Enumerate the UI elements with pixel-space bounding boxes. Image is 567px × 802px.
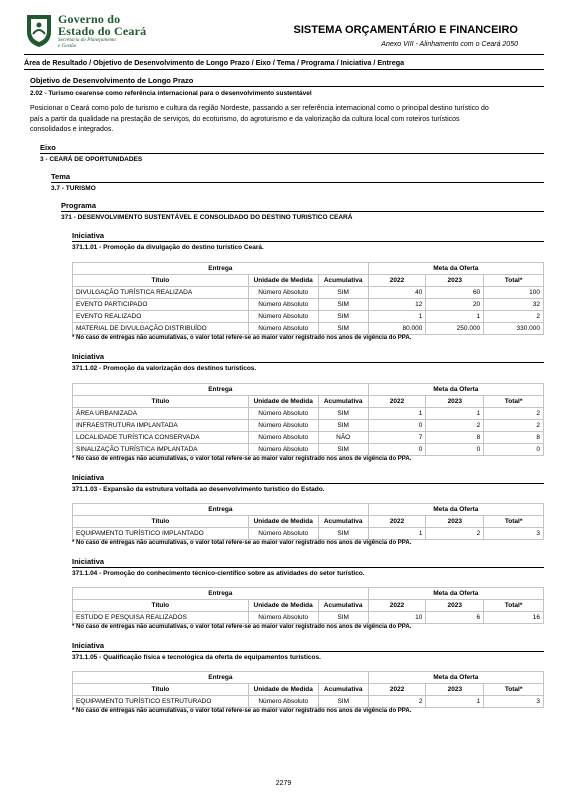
- iniciativa-3-label: Iniciativa: [72, 473, 105, 482]
- entregas-table-4: [72, 587, 544, 624]
- year-2023-header: 2023: [426, 275, 484, 287]
- iniciativa-2-divider: [72, 362, 544, 363]
- eixo-divider: [40, 153, 544, 154]
- year-2023-header: 2023: [426, 600, 484, 612]
- iniciativa-4-code: 371.1.04 - Promoção do conhecimento técnico-científico sobre as atividades do setor turístico.: [72, 570, 365, 577]
- total-cell: 330.000: [484, 323, 544, 335]
- entregas-table-5: [72, 671, 544, 708]
- year-2023-cell: 2: [426, 528, 484, 540]
- total-cell: 100: [484, 287, 544, 299]
- iniciativa-2-code: 371.1.02 - Promoção da valorização dos destinos turísticos.: [72, 365, 257, 372]
- eixo-value: 3 - CEARÁ DE OPORTUNIDADES: [40, 156, 143, 163]
- state-emblem-icon: [24, 12, 54, 48]
- titulo-cell: EQUIPAMENTO TURÍSTICO IMPLANTADO: [73, 528, 249, 540]
- year-2022-cell: 7: [368, 432, 426, 444]
- meta-oferta-header: Meta da Oferta: [368, 588, 543, 600]
- unidade-cell: Número Absoluto: [248, 432, 318, 444]
- programa-divider: [61, 211, 544, 212]
- year-2022-cell: 1: [368, 311, 426, 323]
- meta-oferta-header: Meta da Oferta: [368, 504, 543, 516]
- iniciativa-4-label: Iniciativa: [72, 557, 105, 566]
- table-row: [73, 323, 544, 335]
- unidade-cell: Número Absoluto: [248, 287, 318, 299]
- total-cell: 0: [484, 444, 544, 456]
- acumulativa-cell: SIM: [318, 408, 368, 420]
- entrega-header: Entrega: [73, 504, 369, 516]
- year-2023-cell: 8: [426, 432, 484, 444]
- objetivo-code: 2.02 - Turismo cearense como referência internacional para o desenvolvimento sustentável: [30, 90, 312, 97]
- total-cell: 2: [484, 420, 544, 432]
- total-cell: 8: [484, 432, 544, 444]
- total-cell: 16: [484, 612, 544, 624]
- breadcrumb-divider: [24, 69, 544, 70]
- tema-divider: [51, 182, 544, 183]
- iniciativa-4-divider: [72, 567, 544, 568]
- programa-value: 371 - DESENVOLVIMENTO SUSTENTÁVEL E CONSOLIDADO DO DESTINO TURISTICO CEARÁ: [61, 214, 353, 221]
- year-2022-header: 2022: [368, 275, 426, 287]
- acumulativa-header: Acumulativa: [318, 600, 368, 612]
- year-2022-cell: 40: [368, 287, 426, 299]
- unidade-cell: Número Absoluto: [248, 612, 318, 624]
- total-header: Total*: [484, 684, 544, 696]
- titulo-cell: LOCALIDADE TURÍSTICA CONSERVADA: [73, 432, 249, 444]
- titulo-cell: DIVULGAÇÃO TURÍSTICA REALIZADA: [73, 287, 249, 299]
- footnote-2: * No caso de entregas não acumulativas, o valor total refere-se ao maior valor registrado nos anos de vigência do PPA.: [72, 456, 412, 462]
- unidade-header: Unidade de Medida: [248, 684, 318, 696]
- table-row: [73, 408, 544, 420]
- footnote-1: * No caso de entregas não acumulativas, o valor total refere-se ao maior valor registrado nos anos de vigência do PPA.: [72, 335, 412, 341]
- entregas-table-3: [72, 503, 544, 540]
- unidade-header: Unidade de Medida: [248, 396, 318, 408]
- total-header: Total*: [484, 396, 544, 408]
- year-2022-cell: 1: [368, 528, 426, 540]
- unidade-cell: Número Absoluto: [248, 444, 318, 456]
- logo-line-4: e Gestão: [58, 43, 77, 49]
- acumulativa-cell: SIM: [318, 287, 368, 299]
- unidade-cell: Número Absoluto: [248, 420, 318, 432]
- titulo-header: Título: [73, 275, 249, 287]
- header-divider: [24, 54, 544, 55]
- iniciativa-5-code: 371.1.05 - Qualificação física e tecnológica da oferta de equipamentos turísticos.: [72, 654, 321, 661]
- total-cell: 3: [484, 696, 544, 708]
- tema-title: Tema: [51, 172, 71, 181]
- entrega-header: Entrega: [73, 588, 369, 600]
- unidade-header: Unidade de Medida: [248, 275, 318, 287]
- year-2022-cell: 12: [368, 299, 426, 311]
- acumulativa-cell: SIM: [318, 323, 368, 335]
- year-2023-cell: 2: [426, 420, 484, 432]
- year-2022-cell: 0: [368, 420, 426, 432]
- total-cell: 2: [484, 311, 544, 323]
- page-number: 2279: [275, 780, 292, 787]
- footnote-3: * No caso de entregas não acumulativas, o valor total refere-se ao maior valor registrado nos anos de vigência do PPA.: [72, 540, 412, 546]
- titulo-cell: SINALIZAÇÃO TURÍSTICA IMPLANTADA: [73, 444, 249, 456]
- year-2023-cell: 20: [426, 299, 484, 311]
- page-header: [24, 10, 544, 52]
- year-2023-cell: 250.000: [426, 323, 484, 335]
- entrega-header: Entrega: [73, 672, 369, 684]
- titulo-cell: MATERIAL DE DIVULGAÇÃO DISTRIBUÍDO: [73, 323, 249, 335]
- year-2023-header: 2023: [426, 396, 484, 408]
- entrega-header: Entrega: [73, 263, 369, 275]
- logo-line-2: Estado do Ceará: [58, 24, 147, 38]
- acumulativa-header: Acumulativa: [318, 684, 368, 696]
- unidade-cell: Número Absoluto: [248, 528, 318, 540]
- footnote-4: * No caso de entregas não acumulativas, o valor total refere-se ao maior valor registrado nos anos de vigência do PPA.: [72, 624, 412, 630]
- total-cell: 2: [484, 408, 544, 420]
- iniciativa-5-label: Iniciativa: [72, 641, 105, 650]
- logo-line-1: Governo do: [58, 12, 121, 26]
- objetivo-title: Objetivo de Desenvolvimento de Longo Prazo: [30, 76, 194, 85]
- year-2023-header: 2023: [426, 516, 484, 528]
- logo-line-3: Secretaria do Planejamento: [58, 37, 117, 43]
- table-row: [73, 444, 544, 456]
- year-2023-header: 2023: [426, 684, 484, 696]
- iniciativa-5-divider: [72, 651, 544, 652]
- logo-subtitle: [58, 37, 116, 49]
- acumulativa-cell: SIM: [318, 311, 368, 323]
- unidade-cell: Número Absoluto: [248, 311, 318, 323]
- programa-title: Programa: [61, 201, 97, 210]
- table-row: [73, 696, 544, 708]
- unidade-cell: Número Absoluto: [248, 696, 318, 708]
- table-row: [73, 432, 544, 444]
- acumulativa-header: Acumulativa: [318, 396, 368, 408]
- year-2023-cell: 1: [426, 408, 484, 420]
- total-header: Total*: [484, 516, 544, 528]
- unidade-cell: Número Absoluto: [248, 323, 318, 335]
- total-cell: 3: [484, 528, 544, 540]
- year-2022-cell: 1: [368, 408, 426, 420]
- table-row: [73, 311, 544, 323]
- government-logo: [24, 10, 174, 52]
- objetivo-description: Posicionar o Ceará como polo de turismo e cultura da região Nordeste, passando a ser referência internacional como o principal destino turístico do país a partir da qualidade na prestação de serviços, do ecoturismo, do agroturismo e da valorização da cultura local com roteiros turísticos consolidados e integrados.: [30, 105, 489, 133]
- titulo-cell: ÁREA URBANIZADA: [73, 408, 249, 420]
- acumulativa-cell: SIM: [318, 612, 368, 624]
- acumulativa-header: Acumulativa: [318, 275, 368, 287]
- iniciativa-1-code: 371.1.01 - Promoção da divulgação do destino turístico Ceará.: [72, 244, 264, 251]
- table-row: [73, 528, 544, 540]
- iniciativa-3-divider: [72, 483, 544, 484]
- titulo-header: Título: [73, 600, 249, 612]
- titulo-header: Título: [73, 516, 249, 528]
- total-cell: 32: [484, 299, 544, 311]
- tema-value: 3.7 - TURISMO: [51, 185, 96, 192]
- total-header: Total*: [484, 600, 544, 612]
- titulo-cell: ESTUDO E PESQUISA REALIZADOS: [73, 612, 249, 624]
- unidade-cell: Número Absoluto: [248, 408, 318, 420]
- eixo-title: Eixo: [40, 143, 56, 152]
- year-2022-header: 2022: [368, 600, 426, 612]
- acumulativa-cell: SIM: [318, 528, 368, 540]
- titulo-cell: EQUIPAMENTO TURÍSTICO ESTRUTURADO: [73, 696, 249, 708]
- iniciativa-3-code: 371.1.03 - Expansão da estrutura voltada ao desenvolvimento turístico do Estado.: [72, 486, 325, 493]
- meta-oferta-header: Meta da Oferta: [368, 672, 543, 684]
- year-2022-header: 2022: [368, 516, 426, 528]
- year-2022-header: 2022: [368, 396, 426, 408]
- table-row: [73, 420, 544, 432]
- entregas-table-2: [72, 383, 544, 456]
- annex-subtitle: Anexo VIII - Alinhamento com o Ceará 2050: [381, 41, 518, 48]
- acumulativa-cell: SIM: [318, 420, 368, 432]
- footnote-5: * No caso de entregas não acumulativas, o valor total refere-se ao maior valor registrado nos anos de vigência do PPA.: [72, 708, 412, 714]
- year-2022-cell: 80.000: [368, 323, 426, 335]
- year-2023-cell: 6: [426, 612, 484, 624]
- acumulativa-cell: SIM: [318, 444, 368, 456]
- titulo-cell: INFRAESTRUTURA IMPLANTADA: [73, 420, 249, 432]
- year-2022-header: 2022: [368, 684, 426, 696]
- titulo-header: Título: [73, 396, 249, 408]
- year-2022-cell: 2: [368, 696, 426, 708]
- year-2022-cell: 0: [368, 444, 426, 456]
- total-header: Total*: [484, 275, 544, 287]
- table-row: [73, 612, 544, 624]
- year-2023-cell: 1: [426, 311, 484, 323]
- titulo-header: Título: [73, 684, 249, 696]
- objetivo-divider: [30, 86, 544, 87]
- iniciativa-1-label: Iniciativa: [72, 231, 105, 240]
- acumulativa-cell: NÃO: [318, 432, 368, 444]
- unidade-header: Unidade de Medida: [248, 600, 318, 612]
- meta-oferta-header: Meta da Oferta: [368, 384, 543, 396]
- acumulativa-cell: SIM: [318, 696, 368, 708]
- titulo-cell: EVENTO PARTICIPADO: [73, 299, 249, 311]
- entrega-header: Entrega: [73, 384, 369, 396]
- iniciativa-1-divider: [72, 241, 544, 242]
- acumulativa-header: Acumulativa: [318, 516, 368, 528]
- unidade-cell: Número Absoluto: [248, 299, 318, 311]
- iniciativa-2-label: Iniciativa: [72, 352, 105, 361]
- acumulativa-cell: SIM: [318, 299, 368, 311]
- system-title: SISTEMA ORÇAMENTÁRIO E FINANCEIRO: [293, 24, 518, 36]
- breadcrumb: Área de Resultado / Objetivo de Desenvolvimento de Longo Prazo / Eixo / Tema / Programa / Iniciativa / Entrega: [24, 58, 405, 67]
- year-2023-cell: 1: [426, 696, 484, 708]
- table-row: [73, 287, 544, 299]
- titulo-cell: EVENTO REALIZADO: [73, 311, 249, 323]
- year-2023-cell: 60: [426, 287, 484, 299]
- meta-oferta-header: Meta da Oferta: [368, 263, 543, 275]
- unidade-header: Unidade de Medida: [248, 516, 318, 528]
- entregas-table-1: [72, 262, 544, 335]
- table-row: [73, 299, 544, 311]
- year-2022-cell: 10: [368, 612, 426, 624]
- year-2023-cell: 0: [426, 444, 484, 456]
